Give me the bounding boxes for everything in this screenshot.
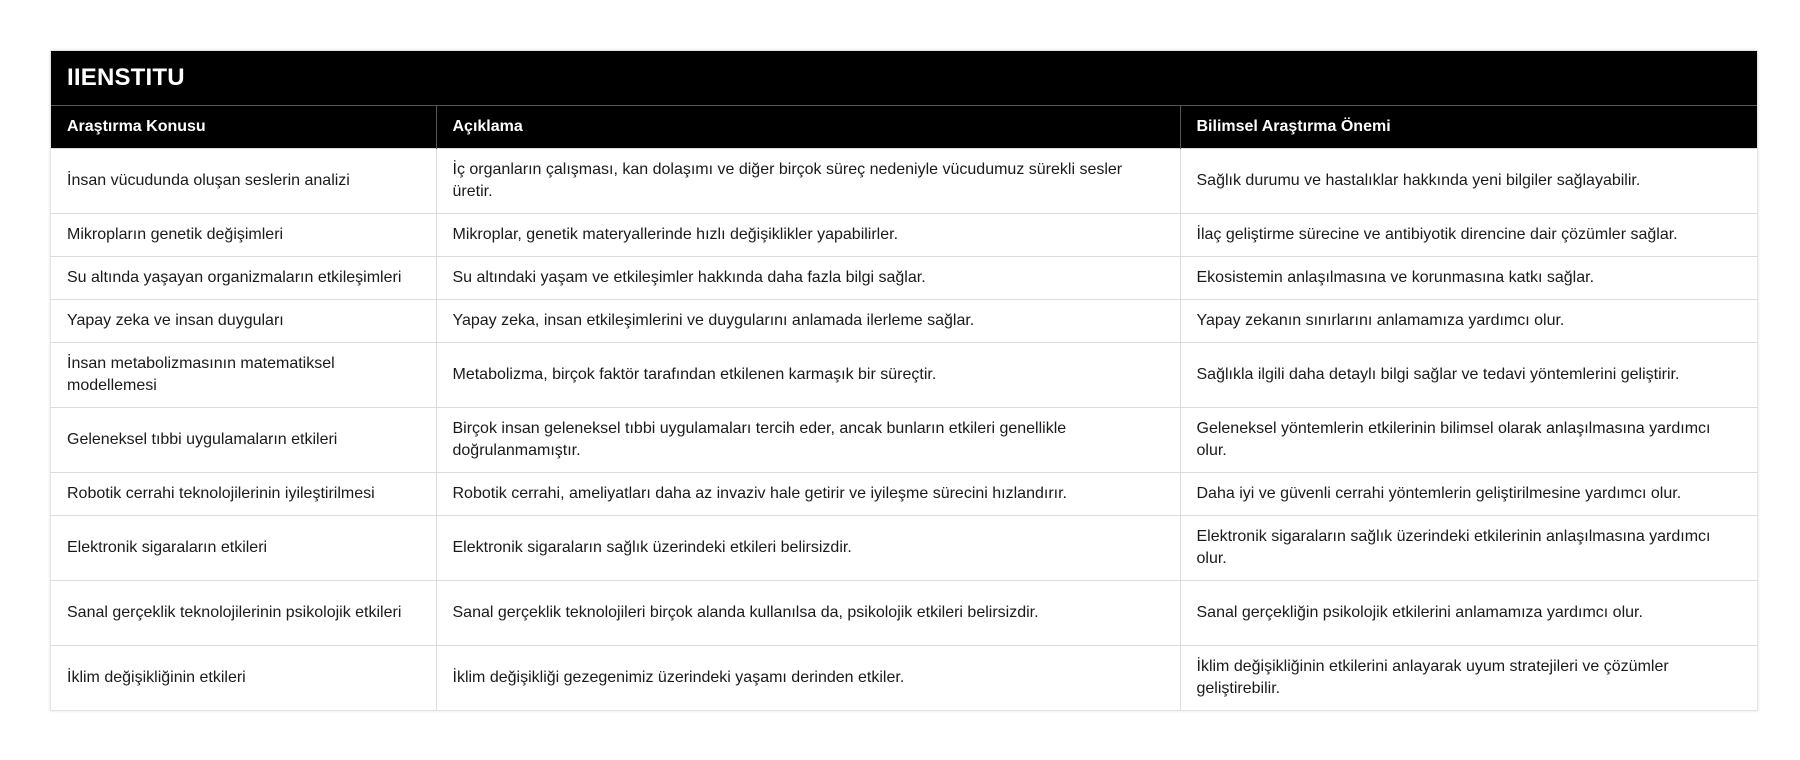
table-row: [51, 343, 1757, 408]
topic-cell: Yapay zeka ve insan duyguları: [51, 300, 436, 343]
description-cell: Yapay zeka, insan etkileşimlerini ve duygularını anlamada ilerleme sağlar.: [436, 300, 1180, 343]
topic-cell: Elektronik sigaraların etkileri: [51, 516, 436, 581]
table-header: [51, 106, 1757, 149]
topic-cell: İklim değişikliğinin etkileri: [51, 646, 436, 711]
importance-cell: Daha iyi ve güvenli cerrahi yöntemlerin geliştirilmesine yardımcı olur.: [1180, 473, 1757, 516]
description-cell: Robotik cerrahi, ameliyatları daha az invaziv hale getirir ve iyileşme sürecini hızlandırır.: [436, 473, 1180, 516]
importance-cell: Elektronik sigaraların sağlık üzerindeki etkilerinin anlaşılmasına yardımcı olur.: [1180, 516, 1757, 581]
table-body: [51, 149, 1757, 711]
importance-cell: İklim değişikliğinin etkilerini anlayarak uyum stratejileri ve çözümler geliştirebilir.: [1180, 646, 1757, 711]
importance-cell: Yapay zekanın sınırlarını anlamamıza yardımcı olur.: [1180, 300, 1757, 343]
column-header-topic: Araştırma Konusu: [51, 106, 436, 149]
header-row: [51, 106, 1757, 149]
description-cell: Birçok insan geleneksel tıbbi uygulamaları tercih eder, ancak bunların etkileri genellikle doğrulanmamıştır.: [436, 408, 1180, 473]
description-cell: Metabolizma, birçok faktör tarafından etkilenen karmaşık bir süreçtir.: [436, 343, 1180, 408]
table-row: [51, 300, 1757, 343]
table-row: [51, 257, 1757, 300]
description-cell: İç organların çalışması, kan dolaşımı ve diğer birçok süreç nedeniyle vücudumuz sürekli sesler üretir.: [436, 149, 1180, 214]
column-header-description: Açıklama: [436, 106, 1180, 149]
table-row: [51, 516, 1757, 581]
brand-title: IIENSTITU: [51, 51, 1757, 105]
topic-cell: Geleneksel tıbbi uygulamaların etkileri: [51, 408, 436, 473]
importance-cell: Sağlık durumu ve hastalıklar hakkında yeni bilgiler sağlayabilir.: [1180, 149, 1757, 214]
description-cell: Su altındaki yaşam ve etkileşimler hakkında daha fazla bilgi sağlar.: [436, 257, 1180, 300]
importance-cell: Sağlıkla ilgili daha detaylı bilgi sağlar ve tedavi yöntemlerini geliştirir.: [1180, 343, 1757, 408]
table-row: [51, 408, 1757, 473]
importance-cell: Geleneksel yöntemlerin etkilerinin bilimsel olarak anlaşılmasına yardımcı olur.: [1180, 408, 1757, 473]
research-topics-table-card: [50, 50, 1758, 711]
topic-cell: Sanal gerçeklik teknolojilerinin psikolojik etkileri: [51, 581, 436, 646]
importance-cell: Sanal gerçekliğin psikolojik etkilerini anlamamıza yardımcı olur.: [1180, 581, 1757, 646]
table-row: [51, 149, 1757, 214]
table-row: [51, 646, 1757, 711]
importance-cell: Ekosistemin anlaşılmasına ve korunmasına katkı sağlar.: [1180, 257, 1757, 300]
research-topics-table: [51, 105, 1757, 710]
description-cell: Sanal gerçeklik teknolojileri birçok alanda kullanılsa da, psikolojik etkileri belirsizdir.: [436, 581, 1180, 646]
topic-cell: İnsan metabolizmasının matematiksel modellemesi: [51, 343, 436, 408]
description-cell: Elektronik sigaraların sağlık üzerindeki etkileri belirsizdir.: [436, 516, 1180, 581]
importance-cell: İlaç geliştirme sürecine ve antibiyotik direncine dair çözümler sağlar.: [1180, 214, 1757, 257]
description-cell: İklim değişikliği gezegenimiz üzerindeki yaşamı derinden etkiler.: [436, 646, 1180, 711]
description-cell: Mikroplar, genetik materyallerinde hızlı değişiklikler yapabilirler.: [436, 214, 1180, 257]
topic-cell: Su altında yaşayan organizmaların etkileşimleri: [51, 257, 436, 300]
topic-cell: İnsan vücudunda oluşan seslerin analizi: [51, 149, 436, 214]
table-row: [51, 473, 1757, 516]
topic-cell: Robotik cerrahi teknolojilerinin iyileştirilmesi: [51, 473, 436, 516]
topic-cell: Mikropların genetik değişimleri: [51, 214, 436, 257]
table-row: [51, 214, 1757, 257]
column-header-importance: Bilimsel Araştırma Önemi: [1180, 106, 1757, 149]
table-row: [51, 581, 1757, 646]
